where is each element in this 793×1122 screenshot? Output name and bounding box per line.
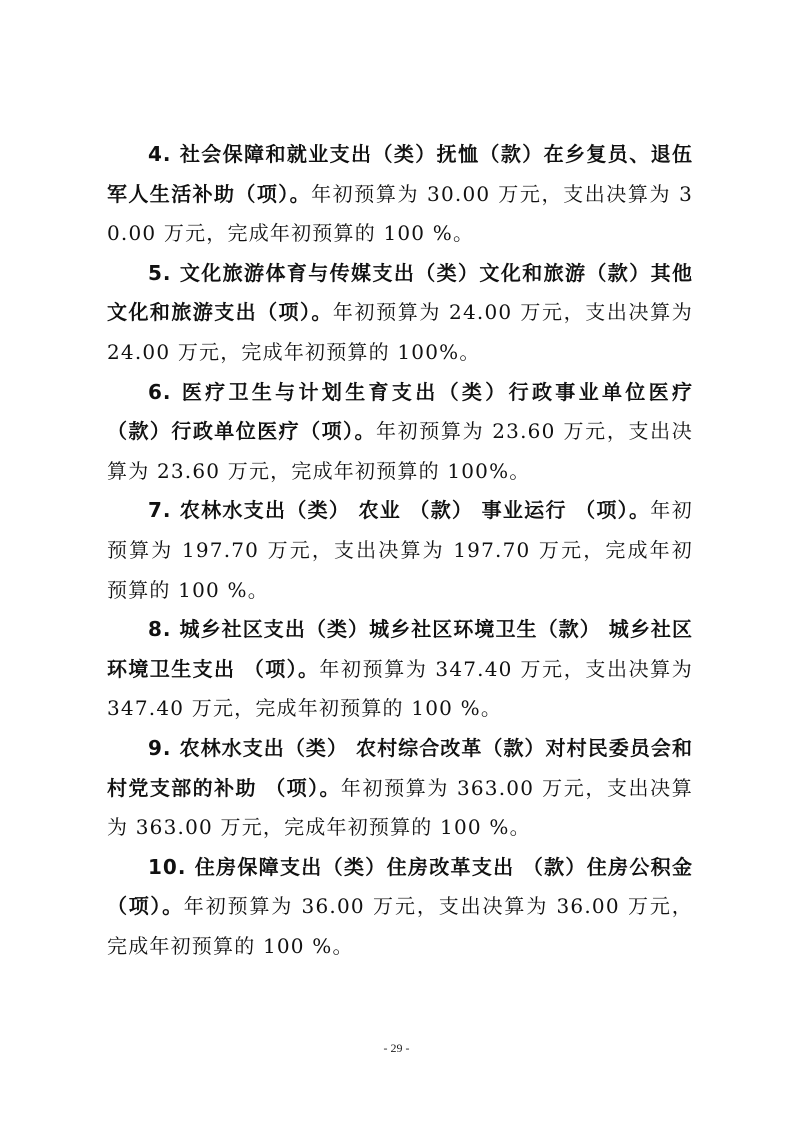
paragraph-text: 年初预算为 30.00 万元，支出决算为 30.00 万元，完成年初预算的 100 %。 <box>107 181 694 246</box>
paragraph-item-10 <box>107 848 693 967</box>
paragraph-item-5 <box>107 254 693 373</box>
page-number: - 29 - <box>383 1041 410 1055</box>
paragraph-text: 年初预算为 23.60 万元，支出决算为 23.60 万元，完成年初预算的 100%。 <box>107 419 694 483</box>
document-body <box>107 135 693 966</box>
paragraph-heading: 10. 住房保障支出（类）住房改革支出 （款）住房公积金（项）。 <box>107 854 693 919</box>
paragraph-heading: 9. 农林水支出（类） 农村综合改革（款）对村民委员会和村党支部的补助 （项）。 <box>107 735 693 800</box>
paragraph-item-9 <box>107 729 693 848</box>
paragraph-item-4 <box>107 135 693 254</box>
paragraph-item-6 <box>107 373 693 492</box>
paragraph-heading: 6. 医疗卫生与计划生育支出（类）行政事业单位医疗（款）行政单位医疗（项）。 <box>107 379 693 444</box>
paragraph-heading: 4. 社会保障和就业支出（类）抚恤（款）在乡复员、退伍军人生活补助（项）。 <box>107 142 693 206</box>
paragraph-item-8 <box>107 610 693 729</box>
paragraph-text: 年初预算为 24.00 万元，支出决算为 24.00 万元，完成年初预算的 100%。 <box>107 300 693 364</box>
paragraph-text: 年初预算为 197.70 万元，支出决算为 197.70 万元，完成年初预算的 100 %。 <box>107 498 694 602</box>
paragraph-heading: 8. 城乡社区支出（类）城乡社区环境卫生（款） 城乡社区环境卫生支出 （项）。 <box>107 617 693 681</box>
paragraph-item-7 <box>107 491 693 610</box>
paragraph-heading: 5. 文化旅游体育与传媒支出（类）文化和旅游（款）其他文化和旅游支出（项）。 <box>107 260 693 325</box>
paragraph-text: 年初预算为 36.00 万元，支出决算为 36.00 万元，完成年初预算的 100 %。 <box>107 894 693 958</box>
paragraph-text: 年初预算为 347.40 万元，支出决算为 347.40 万元，完成年初预算的 100 %。 <box>107 656 693 721</box>
paragraph-text: 年初预算为 363.00 万元，支出决算为 363.00 万元，完成年初预算的 100 %。 <box>107 775 693 840</box>
paragraph-heading: 7. 农林水支出（类） 农业 （款） 事业运行 （项）。 <box>148 498 651 523</box>
